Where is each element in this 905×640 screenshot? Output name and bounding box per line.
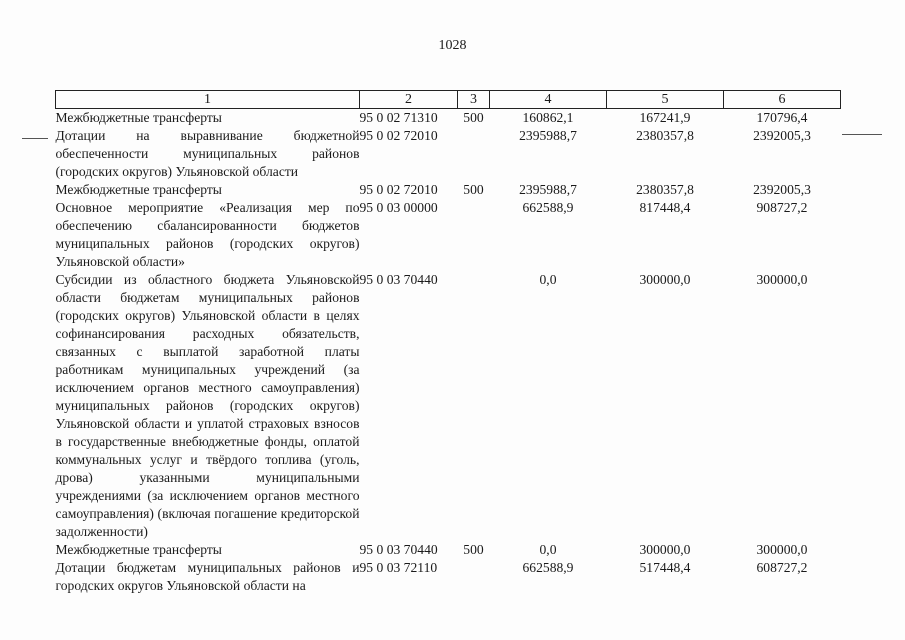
row-expense-type bbox=[458, 199, 490, 271]
row-expense-type: 500 bbox=[463, 182, 484, 197]
table-row bbox=[56, 199, 841, 271]
row-value-col4: 2395988,7 bbox=[519, 128, 577, 143]
row-value-col5: 517448,4 bbox=[639, 560, 691, 575]
row-target-code: 95 0 02 72010 bbox=[359, 182, 438, 197]
row-description: Дотации бюджетам муниципальных районов и городских округов Ульяновской области на bbox=[55, 560, 360, 593]
scan-artifact-line bbox=[22, 138, 48, 139]
row-value-col6: 608727,2 bbox=[756, 560, 808, 575]
row-target-code: 95 0 03 70440 bbox=[359, 272, 438, 287]
row-expense-type: 500 bbox=[463, 110, 484, 125]
row-value-col4: 0,0 bbox=[539, 542, 557, 557]
row-description: Субсидии из областного бюджета Ульяновской области бюджетам муниципальных районов (городских округов) Ульяновской области в целях софинансирования расходных обязательств, связанных с выплатой заработной платы работникам муниципальных учреждений (за исключением органов местного самоуправления) муниципальных районов (городских округов) Ульяновской области и уплатой страховых взносов в государственные внебюджетные фонды, оплатой коммунальных услуг и твёрдого топлива (уголь, дрова) указанными муниципальными учреждениями (за исключением органов местного самоуправления) (включая погашение кредиторской задолженности) bbox=[55, 272, 360, 539]
column-header: 2 bbox=[360, 91, 458, 109]
row-value-col4: 160862,1 bbox=[522, 110, 574, 125]
row-target-code: 95 0 03 70440 bbox=[359, 542, 438, 557]
row-value-col4: 662588,9 bbox=[522, 200, 574, 215]
row-value-col5: 167241,9 bbox=[639, 110, 691, 125]
row-value-col6: 300000,0 bbox=[756, 542, 808, 557]
row-description: Межбюджетные трансферты bbox=[55, 542, 222, 557]
row-value-col6: 908727,2 bbox=[756, 200, 808, 215]
row-expense-type bbox=[458, 271, 490, 541]
row-value-col5: 2380357,8 bbox=[636, 128, 694, 143]
row-target-code: 95 0 03 72110 bbox=[359, 560, 438, 575]
row-value-col5: 2380357,8 bbox=[636, 182, 694, 197]
row-value-col5: 300000,0 bbox=[639, 542, 691, 557]
row-value-col5: 300000,0 bbox=[639, 272, 691, 287]
row-value-col4: 662588,9 bbox=[522, 560, 574, 575]
row-expense-type: 500 bbox=[463, 542, 484, 557]
row-description: Дотации на выравнивание бюджетной обеспеченности муниципальных районов (городских округов) Ульяновской области bbox=[55, 128, 360, 179]
row-expense-type bbox=[458, 559, 490, 595]
row-target-code: 95 0 02 71310 bbox=[359, 110, 438, 125]
row-description: Межбюджетные трансферты bbox=[55, 182, 222, 197]
scan-artifact-line bbox=[842, 134, 882, 135]
table-row bbox=[56, 109, 841, 128]
row-value-col5: 817448,4 bbox=[639, 200, 691, 215]
row-target-code: 95 0 02 72010 bbox=[359, 128, 438, 143]
row-value-col6: 300000,0 bbox=[756, 272, 808, 287]
table-row bbox=[56, 541, 841, 559]
column-header: 1 bbox=[56, 91, 360, 109]
table-row bbox=[56, 181, 841, 199]
column-header: 6 bbox=[724, 91, 841, 109]
table-row bbox=[56, 271, 841, 541]
row-description: Межбюджетные трансферты bbox=[55, 110, 222, 125]
column-header: 4 bbox=[490, 91, 607, 109]
table-row bbox=[56, 559, 841, 595]
budget-table bbox=[55, 90, 841, 595]
row-expense-type bbox=[458, 127, 490, 181]
row-target-code: 95 0 03 00000 bbox=[359, 200, 438, 215]
table-header-row bbox=[56, 91, 841, 109]
row-value-col6: 2392005,3 bbox=[753, 128, 811, 143]
row-value-col6: 2392005,3 bbox=[753, 182, 811, 197]
column-header: 5 bbox=[607, 91, 724, 109]
row-description: Основное мероприятие «Реализация мер по обеспечению сбалансированности бюджетов муниципальных районов (городских округов) Ульяновской области» bbox=[55, 200, 360, 269]
row-value-col6: 170796,4 bbox=[756, 110, 808, 125]
row-value-col4: 0,0 bbox=[539, 272, 557, 287]
column-header: 3 bbox=[458, 91, 490, 109]
table-row bbox=[56, 127, 841, 181]
page-number: 1028 bbox=[438, 38, 467, 53]
row-value-col4: 2395988,7 bbox=[519, 182, 577, 197]
